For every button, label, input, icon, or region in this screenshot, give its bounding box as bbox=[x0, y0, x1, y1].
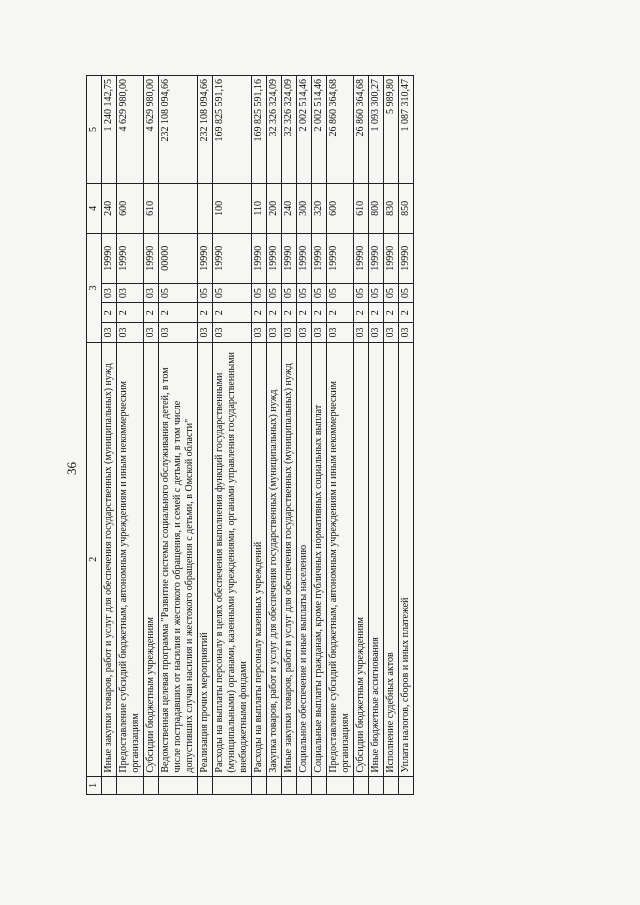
code-part-3-cell: 05 bbox=[354, 283, 369, 303]
expense-type-cell: 600 bbox=[117, 183, 144, 233]
code-part-4-cell: 19990 bbox=[117, 233, 144, 283]
code-part-3-cell: 05 bbox=[327, 283, 354, 303]
expense-type-cell: 110 bbox=[252, 183, 267, 233]
code-part-4-cell: 19990 bbox=[384, 233, 399, 283]
code-part-1-cell: 03 bbox=[102, 323, 117, 343]
code-part-3-cell: 05 bbox=[282, 283, 297, 303]
code-part-2-cell: 2 bbox=[384, 303, 399, 323]
code-part-2-cell: 2 bbox=[252, 303, 267, 323]
code-part-1-cell: 03 bbox=[384, 323, 399, 343]
code-part-1-cell: 03 bbox=[144, 323, 159, 343]
code-part-2-cell: 2 bbox=[144, 303, 159, 323]
code-part-4-cell: 19990 bbox=[282, 233, 297, 283]
row-name-cell: Иные закупки товаров, работ и услуг для обеспечения государственных (муниципальных) нужд bbox=[282, 342, 297, 776]
table-row bbox=[354, 76, 369, 795]
amount-cell: 232 108 094,66 bbox=[159, 76, 198, 184]
table-row bbox=[399, 76, 414, 795]
code-part-1-cell: 03 bbox=[312, 323, 327, 343]
amount-cell: 5 989,80 bbox=[384, 76, 399, 184]
amount-cell: 32 326 324,09 bbox=[267, 76, 282, 184]
code-part-4-cell: 19990 bbox=[399, 233, 414, 283]
code-part-2-cell: 2 bbox=[312, 303, 327, 323]
row-index-cell bbox=[369, 776, 384, 794]
row-name-cell: Предоставление субсидий бюджетным, автономным учреждениям и иным некоммерческим организациям bbox=[327, 342, 354, 776]
table-row bbox=[213, 76, 252, 795]
row-index-cell bbox=[117, 776, 144, 794]
code-part-1-cell: 03 bbox=[117, 323, 144, 343]
code-part-4-cell: 19990 bbox=[297, 233, 312, 283]
row-name-cell: Закупка товаров, работ и услуг для обеспечения государственных (муниципальных) нужд bbox=[267, 342, 282, 776]
expense-type-cell: 100 bbox=[213, 183, 252, 233]
row-index-cell bbox=[297, 776, 312, 794]
header-col-4: 4 bbox=[87, 183, 102, 233]
code-part-4-cell: 19990 bbox=[312, 233, 327, 283]
code-part-3-cell: 05 bbox=[312, 283, 327, 303]
code-part-4-cell: 19990 bbox=[213, 233, 252, 283]
expense-type-cell: 610 bbox=[354, 183, 369, 233]
code-part-1-cell: 03 bbox=[399, 323, 414, 343]
code-part-3-cell: 05 bbox=[384, 283, 399, 303]
amount-cell: 4 629 980,00 bbox=[117, 76, 144, 184]
code-part-2-cell: 2 bbox=[369, 303, 384, 323]
row-name-cell: Ведомственная целевая программа "Развитие системы социального обслуживания детей, в том числе пострадавших от насилия и жестокого обращения, и семей с детьми, в том числе допустивших случаи насилия и жестокого обращения с детьми, в Омской области" bbox=[159, 342, 198, 776]
amount-cell: 169 825 591,16 bbox=[213, 76, 252, 184]
code-part-3-cell: 03 bbox=[144, 283, 159, 303]
row-name-cell: Расходы на выплаты персоналу казенных учреждений bbox=[252, 342, 267, 776]
code-part-2-cell: 2 bbox=[198, 303, 213, 323]
header-col-5: 5 bbox=[87, 76, 102, 184]
code-part-3-cell: 05 bbox=[297, 283, 312, 303]
table-row bbox=[312, 76, 327, 795]
code-part-2-cell: 2 bbox=[354, 303, 369, 323]
expense-type-cell: 850 bbox=[399, 183, 414, 233]
row-name-cell: Уплата налогов, сборов и иных платежей bbox=[399, 342, 414, 776]
row-index-cell bbox=[267, 776, 282, 794]
row-name-cell: Иные закупки товаров, работ и услуг для обеспечения государственных (муниципальных) нужд bbox=[102, 342, 117, 776]
code-part-2-cell: 2 bbox=[267, 303, 282, 323]
code-part-3-cell: 05 bbox=[252, 283, 267, 303]
table-row bbox=[327, 76, 354, 795]
table-row bbox=[159, 76, 198, 795]
code-part-1-cell: 03 bbox=[354, 323, 369, 343]
code-part-4-cell: 19990 bbox=[252, 233, 267, 283]
code-part-2-cell: 2 bbox=[117, 303, 144, 323]
header-col-2: 2 bbox=[87, 342, 102, 776]
code-part-1-cell: 03 bbox=[252, 323, 267, 343]
code-part-1-cell: 03 bbox=[327, 323, 354, 343]
row-index-cell bbox=[354, 776, 369, 794]
header-col-1: 1 bbox=[87, 776, 102, 794]
page-number: 36 bbox=[64, 462, 79, 475]
code-part-2-cell: 2 bbox=[282, 303, 297, 323]
row-name-cell: Исполнение судебных актов bbox=[384, 342, 399, 776]
code-part-3-cell: 05 bbox=[267, 283, 282, 303]
budget-table bbox=[86, 75, 414, 795]
row-name-cell: Реализация прочих мероприятий bbox=[198, 342, 213, 776]
code-part-1-cell: 03 bbox=[198, 323, 213, 343]
header-col-3: 3 bbox=[87, 233, 102, 342]
code-part-3-cell: 03 bbox=[102, 283, 117, 303]
amount-cell: 26 860 364,68 bbox=[327, 76, 354, 184]
amount-cell: 4 629 980,00 bbox=[144, 76, 159, 184]
table-row bbox=[297, 76, 312, 795]
row-name-cell: Субсидии бюджетным учреждениям bbox=[354, 342, 369, 776]
code-part-3-cell: 05 bbox=[198, 283, 213, 303]
table-row bbox=[384, 76, 399, 795]
code-part-2-cell: 2 bbox=[159, 303, 198, 323]
code-part-4-cell: 19990 bbox=[102, 233, 117, 283]
table-row bbox=[282, 76, 297, 795]
code-part-4-cell: 19990 bbox=[369, 233, 384, 283]
row-name-cell: Предоставление субсидий бюджетным, автономным учреждениям и иным некоммерческим организациям bbox=[117, 342, 144, 776]
code-part-4-cell: 19990 bbox=[144, 233, 159, 283]
row-index-cell bbox=[159, 776, 198, 794]
expense-type-cell bbox=[198, 183, 213, 233]
amount-cell: 1 087 310,47 bbox=[399, 76, 414, 184]
row-index-cell bbox=[213, 776, 252, 794]
row-index-cell bbox=[102, 776, 117, 794]
expense-type-cell: 200 bbox=[267, 183, 282, 233]
row-index-cell bbox=[198, 776, 213, 794]
row-index-cell bbox=[327, 776, 354, 794]
expense-type-cell: 320 bbox=[312, 183, 327, 233]
code-part-2-cell: 2 bbox=[213, 303, 252, 323]
expense-type-cell: 240 bbox=[102, 183, 117, 233]
row-name-cell: Расходы на выплаты персоналу в целях обеспечения выполнения функций государственными (муниципальными) органами, казенными учреждениями, органами управления государственными внебюджетными фондами bbox=[213, 342, 252, 776]
amount-cell: 2 002 514,46 bbox=[312, 76, 327, 184]
code-part-3-cell: 05 bbox=[213, 283, 252, 303]
table-row bbox=[198, 76, 213, 795]
code-part-2-cell: 2 bbox=[102, 303, 117, 323]
code-part-2-cell: 2 bbox=[327, 303, 354, 323]
expense-type-cell: 240 bbox=[282, 183, 297, 233]
code-part-3-cell: 05 bbox=[369, 283, 384, 303]
code-part-4-cell: 19990 bbox=[327, 233, 354, 283]
code-part-1-cell: 03 bbox=[297, 323, 312, 343]
amount-cell: 169 825 591,16 bbox=[252, 76, 267, 184]
code-part-4-cell: 00000 bbox=[159, 233, 198, 283]
amount-cell: 32 326 324,09 bbox=[282, 76, 297, 184]
table-row bbox=[117, 76, 144, 795]
expense-type-cell: 830 bbox=[384, 183, 399, 233]
code-part-1-cell: 03 bbox=[267, 323, 282, 343]
code-part-2-cell: 2 bbox=[297, 303, 312, 323]
code-part-3-cell: 05 bbox=[399, 283, 414, 303]
code-part-1-cell: 03 bbox=[213, 323, 252, 343]
row-name-cell: Социальное обеспечение и иные выплаты населению bbox=[297, 342, 312, 776]
amount-cell: 1 093 300,27 bbox=[369, 76, 384, 184]
table-row bbox=[102, 76, 117, 795]
row-name-cell: Иные бюджетные ассигнования bbox=[369, 342, 384, 776]
expense-type-cell bbox=[159, 183, 198, 233]
table-row bbox=[267, 76, 282, 795]
row-index-cell bbox=[384, 776, 399, 794]
amount-cell: 2 002 514,46 bbox=[297, 76, 312, 184]
code-part-4-cell: 19990 bbox=[267, 233, 282, 283]
expense-type-cell: 610 bbox=[144, 183, 159, 233]
code-part-1-cell: 03 bbox=[159, 323, 198, 343]
row-name-cell: Субсидии бюджетным учреждениям bbox=[144, 342, 159, 776]
row-name-cell: Социальные выплаты гражданам, кроме публичных нормативных социальных выплат bbox=[312, 342, 327, 776]
row-index-cell bbox=[252, 776, 267, 794]
table-row bbox=[369, 76, 384, 795]
code-part-1-cell: 03 bbox=[282, 323, 297, 343]
amount-cell: 1 240 142,75 bbox=[102, 76, 117, 184]
expense-type-cell: 800 bbox=[369, 183, 384, 233]
expense-type-cell: 300 bbox=[297, 183, 312, 233]
table-row bbox=[144, 76, 159, 795]
code-part-1-cell: 03 bbox=[369, 323, 384, 343]
code-part-4-cell: 19990 bbox=[198, 233, 213, 283]
code-part-4-cell: 19990 bbox=[354, 233, 369, 283]
expense-type-cell: 600 bbox=[327, 183, 354, 233]
row-index-cell bbox=[144, 776, 159, 794]
amount-cell: 26 860 364,68 bbox=[354, 76, 369, 184]
code-part-2-cell: 2 bbox=[399, 303, 414, 323]
row-index-cell bbox=[312, 776, 327, 794]
amount-cell: 232 108 094,66 bbox=[198, 76, 213, 184]
code-part-3-cell: 05 bbox=[159, 283, 198, 303]
code-part-3-cell: 03 bbox=[117, 283, 144, 303]
table-header-row bbox=[87, 76, 102, 795]
table-row bbox=[252, 76, 267, 795]
row-index-cell bbox=[282, 776, 297, 794]
row-index-cell bbox=[399, 776, 414, 794]
